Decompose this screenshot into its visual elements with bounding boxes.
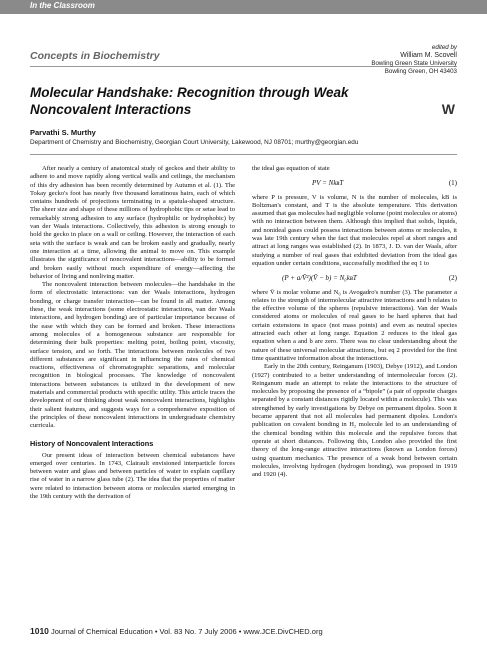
article-title: Molecular Handshake: Recognition through Weak Noncovalent Interactions bbox=[30, 85, 349, 117]
editor-affiliation: Bowling Green State University bbox=[371, 60, 457, 67]
paragraph: The noncovalent interaction between molecules—the handshake in the form of electrostatic interactions: van der Waals interactions, hydrogen bonding, or charge transfer interaction—can be found in all matter. Among these, the weak interactions (some electrostatic interactions, van der Waals interactions, and hydrogen bonding) are of particular importance because of the ease with which they can be formed and broken. These interactions among molecules of a homogeneous substance are responsible for determining their bulk properties: melting point, boiling point, viscosity, surface tension, and so forth. The interactions between molecules of two different substances are significant in influencing the rates of chemical reactions, effectiveness of chromatographic separations, and molecular recognition in biological processes. The knowledge of noncovalent interactions between substances is utilized in the development of new materials and commercial products with specific utility. This article traces the development of our thinking about weak noncovalent interactions, highlights their salient features, and suggests ways for a comprehensive exposition of the principles of these noncovalent interactions in undergraduate chemistry curricula. bbox=[30, 281, 235, 430]
equation-1 bbox=[252, 179, 457, 187]
section-bar bbox=[0, 0, 487, 14]
equation-number: (1) bbox=[448, 179, 457, 188]
paragraph: where P is pressure, V is volume, N is the number of molecules, kB is Boltzman's constant, and T is the absolute temperature. This derivation assumed that gas molecules had negligible volume (point molecules or atoms) with no interaction between them. Although this implied that solids, liquids, and nonideal gases could possess interactions between atoms or molecules, it was late 19th century when the fact that molecules repel at short ranges and attract at long ranges was established (2). In 1873, J. D. van der Waals, after studying a number of real gases that exhibited deviation from the ideal gas equation under certain conditions, successfully modified the eq 1 to bbox=[252, 193, 457, 267]
section-label: In the Classroom bbox=[30, 1, 95, 10]
column-title: Concepts in Biochemistry bbox=[30, 50, 160, 62]
editor-label: edited by bbox=[431, 44, 457, 51]
paragraph: the ideal gas equation of state bbox=[252, 165, 330, 172]
author-name: Parvathi S. Murthy bbox=[30, 128, 96, 137]
paragraph: After nearly a century of anatomical study of geckos and their ability to adhere to and move rapidly along vertical walls and ceilings, the mechanism of this dry adhesion has been recently determined by Autumn et al. (1). The Tokay gecko's foot has nearly five thousand keratinous hairs, each of which contains hundreds of projections terminating in a spatula-shaped structure. The sheer size and shape of these millions of hydrophobic tips or setae lead to remarkably strong adhesion to any surface (hydrophilic or hydrophobic) by van der Waals interactions. Collectively, this adhesion is strong enough to hold the gecko in place on a wall or ceiling. However, the interaction of each seta with the surface is weak and can be broken easily and gradually, nearly one interaction at a time, allowing the animal to move on. This example illustrates the significance of noncovalent interactions—ability to be formed and broken easily without much expenditure of energy—affecting the behavior of living and nonliving matter. bbox=[30, 165, 235, 280]
footer-text: Journal of Chemical Education • Vol. 83 No. 7 July 2006 • www.JCE.DivCHED.org bbox=[51, 627, 323, 636]
page-number: 1010 bbox=[30, 626, 49, 636]
page-footer bbox=[30, 626, 323, 636]
editor-name: William M. Scovell bbox=[400, 52, 457, 59]
w-logo-icon: W bbox=[441, 101, 455, 117]
editor-block bbox=[371, 44, 457, 76]
equation-text: (P + a/V̄²)(V̄ − b) = N₀kʙT bbox=[282, 274, 357, 283]
paragraph: where V̄ is molar volume and N₀ is Avogadro's number (3). The parameter a relates to the strength of intermolecular attractive interactions and b relates to the effective volume of the spheres (repulsive interactions). Van der Waals considered atoms or molecules of real gases to be hard spheres that had certain extensions in space (not mass points) and even as neutral species attracted each other at long range. Equation 2 reduces to the ideal gas equation when a and b are zero. There was no clear understanding about the nature of these universal molecular attractions, but eq 2 provided for the first time quantitative information about the interactions. bbox=[252, 288, 457, 362]
author-affiliation: Department of Chemistry and Biochemistry, Georgian Court University, Lakewood, NJ 08701; murthy@georgian.edu bbox=[30, 139, 359, 146]
equation-2 bbox=[252, 274, 457, 282]
paragraph: Early in the 20th century, Reinganum (1903), Debye (1912), and London (1927) contributed to a better understanding of intermolecular forces (2). Reinganum made an attempt to relate the interactions to the structure of molecules by proposing the presence of a “bipole” (a pair of opposite charges separated by a constant distances rigidly located within a molecule). This was strengthened by early investigations by Debye on permanent dipoles. Soon it became apparent that not all molecules had permanent dipoles. London's publication on covalent bonding in H₂ molecule led to an understanding of the chemical bonding within this molecule and the repulsive forces that operate at short distances. Following this, London also provided the first theory of the long-range attractive interactions (known as London forces) using quantum mechanics. The presence of a weak bond between certain molecules, involving hydrogen (hydrogen bonding), was proposed in 1919 and 1920 (4). bbox=[252, 363, 457, 479]
section-heading: History of Noncovalent Interactions bbox=[30, 438, 154, 448]
equation-number: (2) bbox=[448, 274, 457, 283]
right-column bbox=[252, 165, 457, 479]
left-column bbox=[30, 165, 235, 501]
equation-text: PV = NkʙT bbox=[312, 179, 344, 188]
paragraph: Our present ideas of interaction between chemical substances have emerged over centuries. In 1743, Clairault envisioned interparticle forces between water and glass and between particles of water to explain capillary rise of water in a narrow glass tube (2). The idea that the properties of matter were related to interaction between atoms or molecules started emerging in the 19th century with the derivation of bbox=[30, 451, 235, 500]
title-rule bbox=[30, 154, 457, 155]
editor-location: Bowling Green, OH 43403 bbox=[384, 68, 457, 75]
